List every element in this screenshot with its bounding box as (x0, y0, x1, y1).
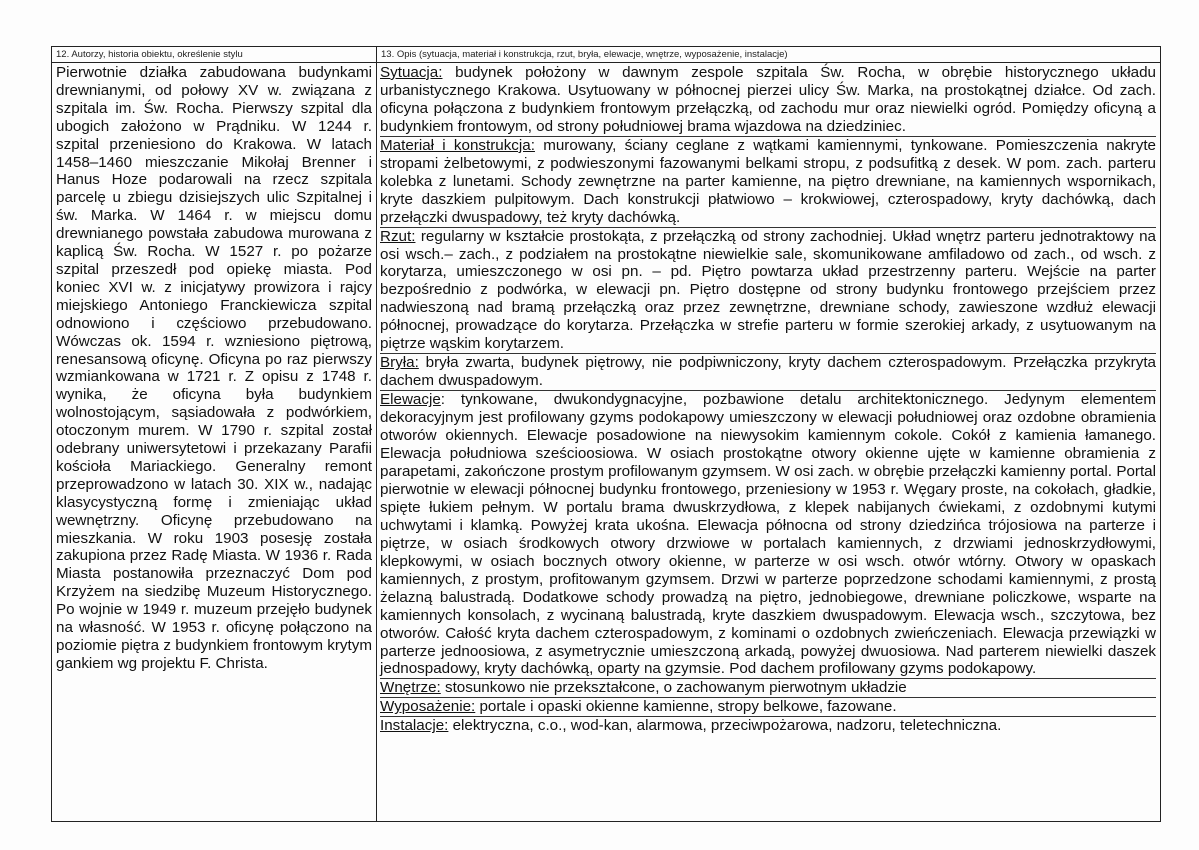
section-label: Wyposażenie: (380, 698, 476, 716)
section-label: Wnętrze: (380, 679, 441, 697)
description-body (377, 63, 1160, 735)
section-text: budynek położony w dawnym zespole szpitala Św. Rocha, w obrębie historycznego układu urbanistycznego Krakowa. Usytuowany w północnej pierzei ulicy Św. Marka, na prostokątnej działce. Od zach. oficyna połączona z budynkiem frontowym przełączką, od zachodu mur oraz niewielki ogród. Pomiędzy oficyną a budynkiem frontowym, od strony południowej brama wjazdowa na dziedziniec. (380, 64, 1156, 135)
history-header: 12. Autorzy, historia obiektu, określenie stylu (52, 47, 376, 63)
section-label: Rzut: (380, 227, 416, 245)
section-text: portale i opaski okienne kamienne, stropy belkowe, fazowane. (475, 698, 897, 716)
section-text: stosunkowo nie przekształcone, o zachowanym pierwotnym układzie (440, 679, 907, 697)
section-wnetrze (380, 679, 1156, 698)
description-column (377, 47, 1160, 821)
section-material (380, 137, 1156, 228)
form-sheet (51, 46, 1161, 822)
section-text: murowany, ściany ceglane z wątkami kamiennymi, tynkowane. Pomieszczenia nakryte stropami żelbetowymi, z podwieszonymi fazowanymi belkami stropu, z podsufitką z desek. W pom. zach. parteru kolebka z lunetami. Schody zewnętrzne na parter kamienne, na piętro drewniane, na kamiennych wspornikach, kryte daszkiem pulpitowym. Dach konstrukcji płatwiowo – krokwiowej, czterospadowy, kryty dachówką, dach przełączki dwuspadowy, też kryty dachówką. (380, 136, 1156, 226)
description-header: 13. Opis (sytuacja, materiał i konstrukcja, rzut, bryła, elewacje, wnętrze, wyposażenie, instalacje) (377, 47, 1160, 63)
section-label: Materiał i konstrukcja: (380, 136, 535, 154)
section-text: elektryczna, c.o., wod-kan, alarmowa, przeciwpożarowa, nadzoru, teletechniczna. (448, 717, 1002, 735)
section-text: : tynkowane, dwukondygnacyjne, pozbawione detalu architektonicznego. Jedynym elementem dekoracyjnym jest profilowany gzyms podokapowy umieszczony w elewacji południowej oraz ozdobne obramienia otworów okiennych. Elewacje posadowione na niewysokim kamiennym cokole. Cokół z kamienia łamanego. Elewacja południowa sześcioosiowa. W osiach prostokątne otwory okienne ujęte w kamienne obramienia z parapetami, zakończone prostym profilowanym gzymsem. W osi zach. w obrębie przełączki kamienny portal. Portal pierwotnie w elewacji północnej budynku frontowego, przeniesiony w 1953 r. Węgary proste, na cokołach, gładkie, spięte łukiem pełnym. W portalu brama dwuskrzydłowa, z klepek nabijanych ćwiekami, z ozdobnymi kutymi uchwytami i klamką. Powyżej krata ukośna. Elewacja północna od strony dziedzińca trójosiowa na parterze i piętrze, w osiach środkowych otwory drzwiowe w portalach kamiennych, z drzwiami jednoskrzydłowymi, klepkowymi, w osiach bocznych otwory okienne, w parterze w osi wsch. otwór wtórny. Otwory w opaskach kamiennych, z prostym, profitowanym gzymsem. Drzwi w parterze poprzedzone schodami kamiennymi, z prostą żelazną balustradą. Dodatkowe schody prowadzą na piętro, jednobiegowe, drewniane policzkowe, wsparte na kamiennych konsolach, z wycinaną balustradą, kryte daszkiem dwuspadowym. Elewacja wsch., szczytowa, bez otworów. Całość kryta dachem czterospadowym, z kominami o ozdobnych zwieńczeniach. Elewacja przewiązki w parterze jednoosiowa, z asymetrycznie umieszczoną arkadą, powyżej dwuosiowa. Nad parterem niewielki daszek jednospadowy, kryty dachówką, oparty na gzymsie. Pod dachem profilowany gzyms podokapowy. (380, 391, 1156, 678)
section-elewacje (380, 391, 1156, 679)
history-text: Pierwotnie działka zabudowana budynkami drewnianymi, od połowy XV w. związana z szpitala im. Św. Rocha. Pierwszy szpital dla ubogich założono w Prądniku. W 1244 r. szpital przeniesiono do Krakowa. W latach 1458–1460 mieszczanie Mikołaj Brenner i Hanus Hoze podarowali na rzecz szpitala parcelę u zbiegu dzisiejszych ulic Szpitalnej i św. Marka. W 1464 r. w miejscu domu drewnianego powstała zabudowa murowana z kaplicą Św. Rocha. W 1527 r. po pożarze szpital przeszedł pod opiekę miasta. Pod koniec XVI w. z inicjatywy prowizora i rajcy miejskiego Antoniego Franckiewicza szpital odnowiono i częściowo przebudowano. Wówczas ok. 1594 r. wzniesiono piętrową, renesansową oficynę. Oficyna po raz pierwszy wzmiankowana w 1721 r. Z opisu z 1748 r. wynika, że oficyna była budynkiem wolnostojącym, sąsiadowała z podwórkiem, otoczonym murem. W 1790 r. szpital został odebrany uniwersytetowi i przekazany Parafii kościoła Mariackiego. Generalny remont przeprowadzono w latach 30. XIX w., nadając klasycystyczną formę i zmieniając układ wewnętrzny. Oficynę przebudowano na mieszkania. W roku 1903 posesję została zakupiona przez Radę Miasta. W 1936 r. Rada Miasta postanowiła przeznaczyć Dom pod Krzyżem na siedzibę Muzeum Historycznego. Po wojnie w 1949 r. muzeum przejęło budynek na własność. W 1953 r. oficynę połączono na poziomie piętra z budynkiem frontowym krytym gankiem wg projektu F. Christa. (56, 64, 372, 672)
section-label: Instalacje: (380, 717, 449, 735)
history-column (52, 47, 377, 821)
section-rzut (380, 228, 1156, 355)
section-instalacje (380, 717, 1156, 735)
section-text: regularny w kształcie prostokąta, z przełączką od strony zachodniej. Układ wnętrz parteru jednotraktowy na osi wsch.– zach., z podziałem na prostokątne niewielkie sale, skomunikowane amfiladowo od zach., od wsch. z korytarza, umieszczonego w osi pn. – pd. Piętro powtarza układ przestrzenny parteru. Wejście na parter bezpośrednio z podwórka, w elewacji pn. Piętro dostępne od strony budynku frontowego przejściem przez nadwieszoną nad bramą przełączką oraz przez zewnętrzne, drewniane schody, zawieszone wzdłuż elewacji północnej, prowadzące do korytarza. Przełączka w strefie parteru w formie szerokiej arkady, z usytuowanym na piętrze wąskim korytarzem. (380, 227, 1156, 353)
section-text: bryła zwarta, budynek piętrowy, nie podpiwniczony, kryty dachem czterospadowym. Przełączka przykryta dachem dwuspadowym. (380, 354, 1156, 390)
section-sytuacja (380, 64, 1156, 137)
section-wyposazenie (380, 698, 1156, 717)
section-label: Bryła: (380, 354, 419, 372)
section-bryla (380, 354, 1156, 391)
section-label: Sytuacja: (380, 64, 443, 81)
section-label: Elewacje (380, 391, 441, 409)
